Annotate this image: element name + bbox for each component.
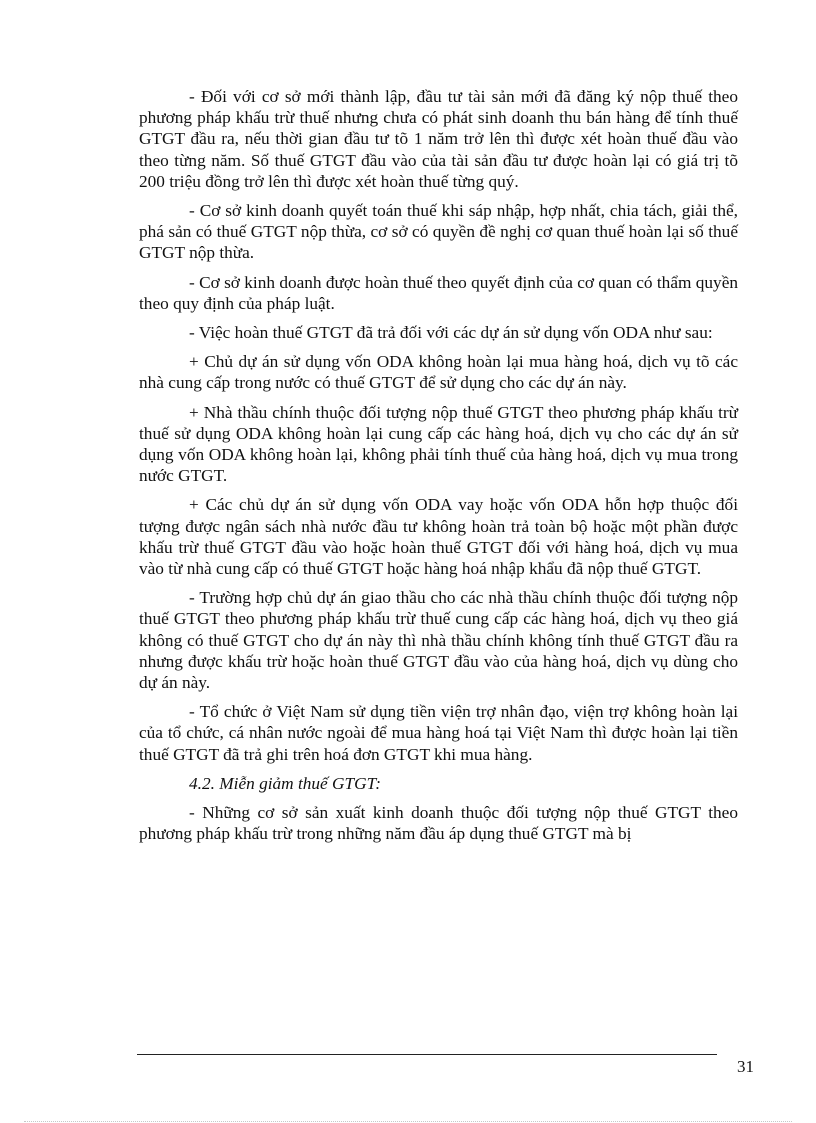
paragraph-authority-decision-refund: - Cơ sở kinh doanh được hoàn thuế theo quyết định của cơ quan có thẩm quyền theo quy định của pháp luật. [139, 272, 738, 313]
paragraph-oda-owner: + Chủ dự án sử dụng vốn ODA không hoàn lại mua hàng hoá, dịch vụ tõ các nhà cung cấp trong nước có thuế GTGT để sử dụng cho các dự án này. [139, 352, 738, 393]
section-heading-tax-exemption: 4.2. Miễn giảm thuế GTGT: [189, 773, 382, 793]
paragraph-oda-loan-owner: + Các chủ dự án sử dụng vốn ODA vay hoặc vốn ODA hỗn hợp thuộc đối tượng được ngân sách nhà nước đầu tư không hoàn trả toàn bộ hoặc một phần được khấu trừ thuế GTGT đầu vào hoặc hoàn thuế GTGT đối với hàng hoá, dịch vụ mua vào từ nhà cung cấp có thuế GTGT hoặc hàng hoá nhập khẩu đã nộp thuế GTGT. [139, 495, 738, 579]
paragraph-contractor-case: - Trường hợp chủ dự án giao thầu cho các nhà thầu chính thuộc đối tượng nộp thuế GTGT theo phương pháp khấu trừ thuế cung cấp các hàng hoá, dịch vụ theo giá không có thuế GTGT cho dự án này thì nhà thầu chính không tính thuế GTGT đầu ra nhưng được khấu trừ hoặc hoàn thuế GTGT đầu vào của hàng hoá, dịch vụ dùng cho dự án này. [139, 588, 738, 693]
paragraph-oda-intro: - Việc hoàn thuế GTGT đã trả đối với các dự án sử dụng vốn ODA như sau: [189, 323, 713, 343]
paragraph-oda-main-contractor: + Nhà thầu chính thuộc đối tượng nộp thuế GTGT theo phương pháp khấu trừ thuế sử dụng ODA không hoàn lại cung cấp các hàng hoá, dịch vụ cho các dự án sử dụng vốn ODA không hoàn lại, không phải tính thuế của hàng hoá, dịch vụ mua trong nước GTGT. [139, 402, 738, 486]
paragraph-humanitarian-aid: - Tổ chức ở Việt Nam sử dụng tiền viện trợ nhân đạo, viện trợ không hoàn lại của tổ chức, cá nhân nước ngoài để mua hàng hoá tại Việt Nam thì được hoàn lại tiền thuế GTGT đã trả ghi trên hoá đơn GTGT khi mua hàng. [139, 702, 738, 764]
paragraph-exemption-start: - Những cơ sở sản xuất kinh doanh thuộc đối tượng nộp thuế GTGT theo phương pháp khấu trừ trong những năm đầu áp dụng thuế GTGT mà bị [139, 803, 738, 844]
footer-divider [137, 1054, 717, 1055]
page-number: 31 [737, 1057, 754, 1076]
paragraph-merger-refund: - Cơ sở kinh doanh quyết toán thuế khi sáp nhập, hợp nhất, chia tách, giải thể, phá sản có thuế GTGT nộp thừa, cơ sở có quyền đề nghị cơ quan thuế hoàn lại số thuế GTGT nộp thừa. [139, 201, 738, 263]
page-bottom-dotted-edge [24, 1121, 792, 1122]
page-body [139, 86, 738, 853]
paragraph-new-establishment-refund: - Đối với cơ sở mới thành lập, đầu tư tài sản mới đã đăng ký nộp thuế theo phương pháp khấu trừ thuế nhưng chưa có phát sinh doanh thu bán hàng để tính thuế GTGT đầu ra, nếu thời gian đầu tư tõ 1 năm trở lên thì được xét hoàn thuế đầu vào theo từng năm. Số thuế GTGT đầu vào của tài sản đầu tư được hoàn lại có giá trị tõ 200 triệu đồng trở lên thì được xét hoàn thuế từng quý. [139, 87, 738, 191]
